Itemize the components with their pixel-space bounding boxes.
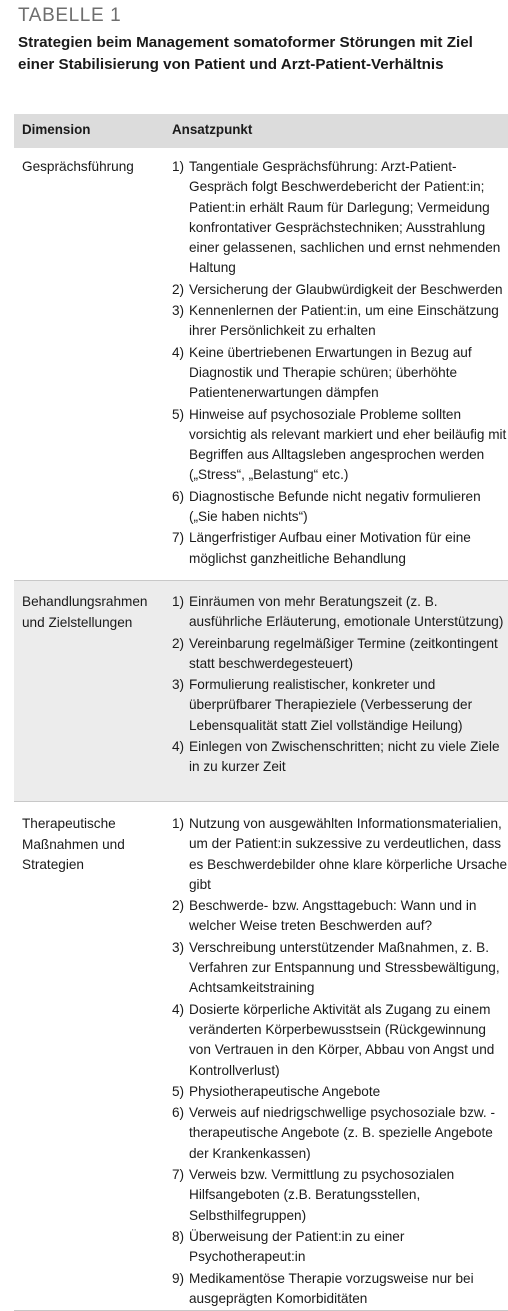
item-number: 2) xyxy=(172,635,185,651)
list-item xyxy=(172,1227,508,1268)
dimension-cell: Therapeutische Maßnahmen und Strategien xyxy=(22,816,125,872)
item-text: Längerfristiger Aufbau einer Motivation für eine möglichst ganzheitliche Behandlung xyxy=(189,530,471,566)
item-text: Formulierung realistischer, konkreter und überprüfbarer Therapieziele (Verbesserung der Lebensqualität statt Ziel vollständige Heilung) xyxy=(189,677,473,733)
table-title: Strategien beim Management somatoformer Störungen mit Ziel einer Stabilisierung von Patient und Arzt-Patient-Verhältnis xyxy=(18,34,473,73)
list-item xyxy=(172,280,508,300)
item-text: Verweis bzw. Vermittlung zu psychosozialen Hilfsangeboten (z.B. Beratungsstellen, Selbsthilfegruppen) xyxy=(189,1167,455,1223)
item-number: 6) xyxy=(172,488,185,504)
list-item xyxy=(172,343,508,404)
item-list xyxy=(172,157,508,569)
dimension-cell: Gesprächsführung xyxy=(22,159,134,174)
header-dimension: Dimension xyxy=(22,122,91,137)
list-item xyxy=(172,814,508,895)
strategy-table xyxy=(14,114,508,1311)
list-item xyxy=(172,1165,508,1226)
list-item xyxy=(172,301,508,342)
list-item xyxy=(172,634,508,675)
table-header-row xyxy=(14,114,508,148)
item-number: 4) xyxy=(172,344,185,360)
item-number: 9) xyxy=(172,1270,185,1286)
item-list xyxy=(172,592,508,778)
list-item xyxy=(172,528,508,569)
item-text: Tangentiale Gesprächsführung: Arzt-Patient-Gespräch folgt Beschwerdebericht der Patient:in; Patient:in erhält Raum für Darlegung; Vermeidung konfrontativer Gesprächstechniken; Ausstrahlung einer gelassenen, sachlichen und ernst nehmenden Haltung xyxy=(189,159,501,276)
item-text: Kennenlernen der Patient:in, um eine Einschätzung ihrer Persönlichkeit zu erhalten xyxy=(189,303,499,339)
list-item xyxy=(172,405,508,486)
table-row xyxy=(14,802,508,1311)
list-item xyxy=(172,1269,508,1310)
item-text: Versicherung der Glaubwürdigkeit der Beschwerden xyxy=(189,281,503,297)
item-text: Beschwerde- bzw. Angsttagebuch: Wann und in welcher Weise treten Beschwerden auf? xyxy=(189,898,477,934)
list-item xyxy=(172,938,508,999)
item-text: Nutzung von ausgewählten Informationsmaterialien, um der Patient:in sukzessive zu verdeutlichen, dass es Beschwerdebilder ohne klare körperliche Ursache gibt xyxy=(189,816,508,892)
item-number: 3) xyxy=(172,303,185,319)
item-number: 2) xyxy=(172,281,185,297)
item-text: Hinweise auf psychosoziale Probleme sollten vorsichtig als relevant markiert und eher beiläufig mit Begriffen aus Alltagsleben angesprochen werden („Stress“, „Belastung“ etc.) xyxy=(189,406,507,483)
item-number: 2) xyxy=(172,898,185,914)
item-text: Einräumen von mehr Beratungszeit (z. B. ausführliche Erläuterung, emotionale Unterstützung) xyxy=(189,594,504,630)
item-number: 1) xyxy=(172,159,185,174)
item-number: 7) xyxy=(172,1167,185,1183)
items-cell xyxy=(168,148,508,581)
item-number: 6) xyxy=(172,1105,185,1121)
list-item xyxy=(172,675,508,736)
item-text: Verweis auf niedrigschwellige psychosoziale bzw. -therapeutische Angebote (z. B. spezielle Angebote der Krankenkassen) xyxy=(189,1105,496,1161)
list-item xyxy=(172,737,508,778)
list-item xyxy=(172,487,508,528)
item-text: Medikamentöse Therapie vorzugsweise nur bei ausgeprägten Komorbiditäten xyxy=(189,1270,474,1306)
item-number: 5) xyxy=(172,1083,185,1099)
list-item xyxy=(172,592,508,633)
list-item xyxy=(172,157,508,279)
item-text: Überweisung der Patient:in zu einer Psychotherapeut:in xyxy=(189,1228,405,1265)
item-text: Vereinbarung regelmäßiger Termine (zeitkontingent statt beschwerdegesteuert) xyxy=(189,635,498,671)
item-text: Physiotherapeutische Angebote xyxy=(189,1083,381,1099)
item-list xyxy=(172,814,508,1309)
item-number: 5) xyxy=(172,406,185,422)
item-number: 3) xyxy=(172,939,185,955)
table-row xyxy=(14,581,508,802)
item-text: Keine übertriebenen Erwartungen in Bezug auf Diagnostik und Therapie schüren; überhöhte Patientenerwartungen dämpfen xyxy=(189,344,472,401)
items-cell xyxy=(168,802,508,1311)
item-text: Einlegen von Zwischenschritten; nicht zu viele Ziele in zu kurzer Zeit xyxy=(189,739,500,775)
table-label: TABELLE 1 xyxy=(18,5,122,26)
item-number: 4) xyxy=(172,1001,185,1017)
dimension-cell: Behandlungsrahmen und Zielstellungen xyxy=(22,594,148,630)
item-text: Diagnostische Befunde nicht negativ formulieren („Sie haben nichts“) xyxy=(189,488,481,525)
item-text: Verschreibung unterstützender Maßnahmen, z. B. Verfahren zur Entspannung und Stressbewältigung, Achtsamkeitstraining xyxy=(189,939,500,996)
item-number: 8) xyxy=(172,1228,185,1244)
item-number: 4) xyxy=(172,739,185,755)
item-number: 1) xyxy=(172,594,185,609)
list-item xyxy=(172,1103,508,1164)
item-text: Dosierte körperliche Aktivität als Zugang zu einem veränderten Körperbewusstsein (Rückgewinnung von Vertrauen in den Körper, Abbau von Angst und Kontrollverlust) xyxy=(189,1001,495,1078)
header-ansatzpunkt: Ansatzpunkt xyxy=(172,122,253,137)
list-item xyxy=(172,1082,508,1102)
item-number: 7) xyxy=(172,530,185,546)
items-cell xyxy=(168,581,508,802)
item-number: 1) xyxy=(172,816,185,831)
list-item xyxy=(172,896,508,937)
item-number: 3) xyxy=(172,677,185,693)
table-row xyxy=(14,148,508,581)
list-item xyxy=(172,1000,508,1081)
